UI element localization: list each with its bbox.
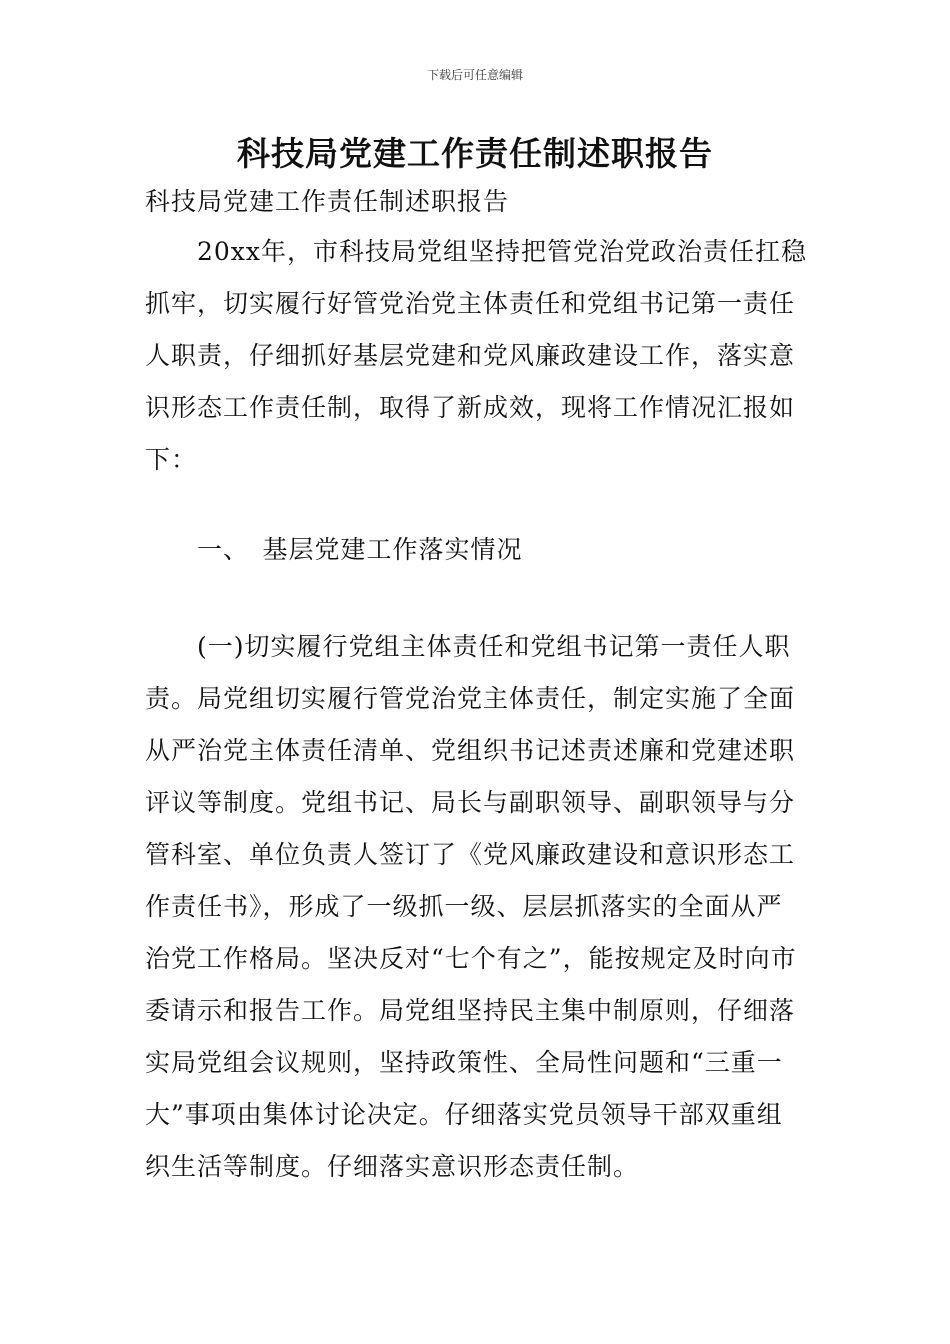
intro-paragraph: 20xx年，市科技局党组坚持把管党治党政治责任扛稳抓牢，切实履行好管党治党主体责任和党组书记第一责任人职责，仔细抓好基层党建和党风廉政建设工作，落实意识形态工作责任制，取得了新成效，现将工作情况汇报如下：	[145, 237, 808, 474]
document-subtitle: 科技局党建工作责任制述职报告	[145, 187, 510, 216]
body-paragraph: (一)切实履行党组主体责任和党组书记第一责任人职责。局党组切实履行管党治党主体责任，制定实施了全面从严治党主体责任清单、党组织书记述责述廉和党建述职评议等制度。党组书记、局长与副职领导、副职领导与分管科室、单位负责人签订了《党风廉政建设和意识形态工作责任书》，形成了一级抓一级、层层抓落实的全面从严治党工作格局。坚决反对“七个有之”，能按规定及时向市委请示和报告工作。局党组坚持民主集中制原则，仔细落实局党组会议规则，坚持政策性、全局性问题和“三重一大”事项由集体讨论决定。仔细落实党员领导干部双重组织生活等制度。仔细落实意识形态责任制。	[145, 632, 797, 1181]
document-title: 科技局党建工作责任制述职报告	[237, 134, 713, 173]
header-note: 下载后可任意编辑	[426, 68, 523, 82]
section-heading: 一、 基层党建工作落实情况	[197, 535, 523, 564]
